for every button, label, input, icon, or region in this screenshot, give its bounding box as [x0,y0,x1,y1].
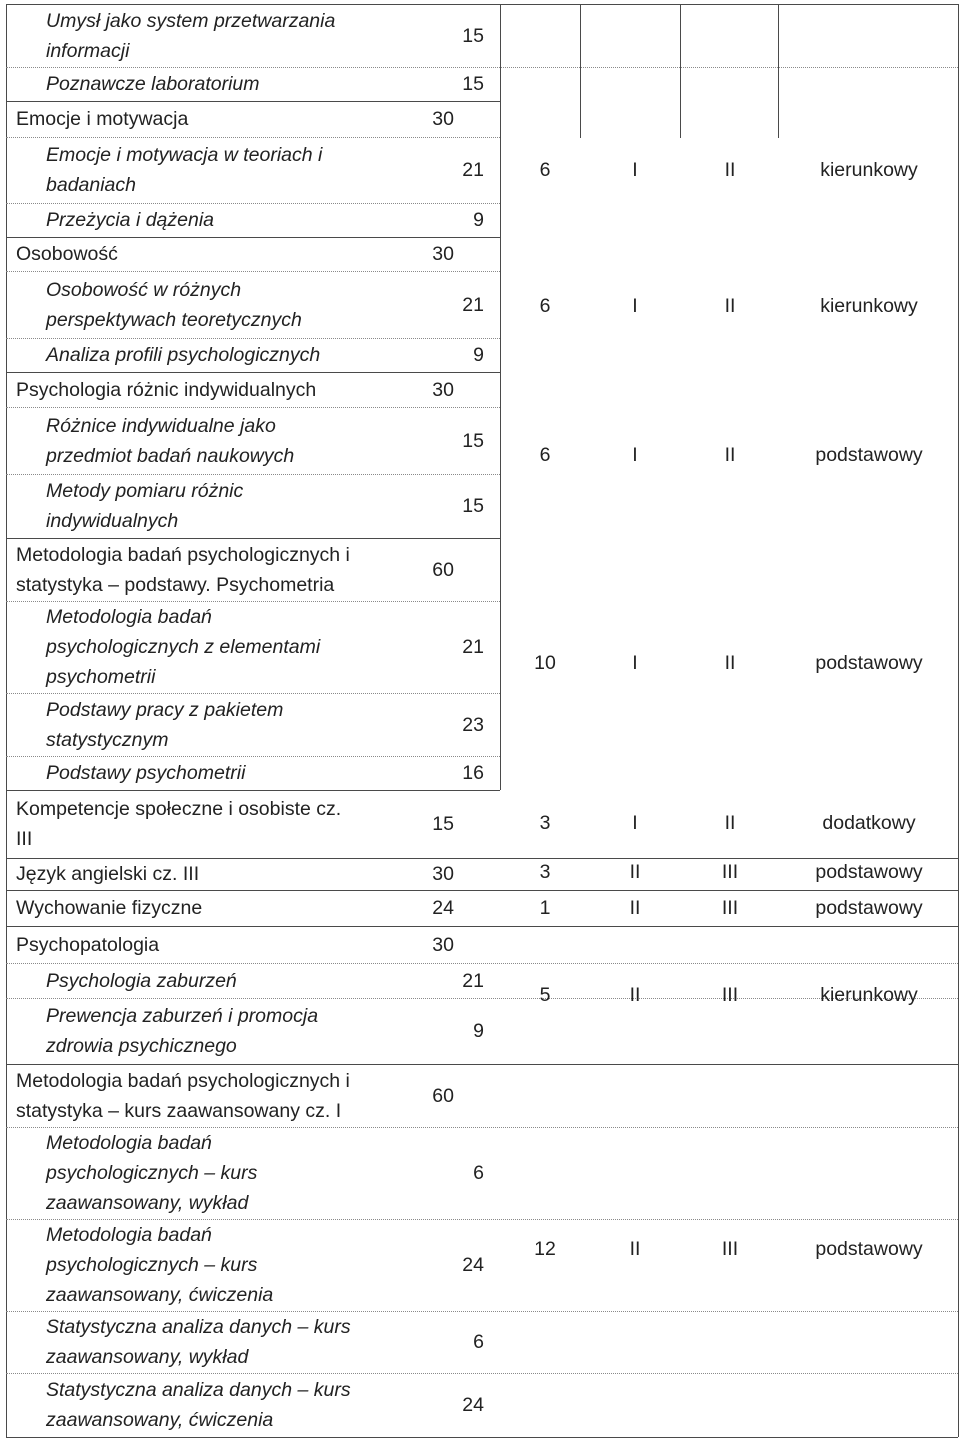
semester-value: II [724,444,736,466]
course-name: Statystyczna analiza danych – kurs [46,1379,351,1401]
hours-value: 30 [432,379,454,401]
course-name: Metodologia badań psychologicznych i [16,1070,350,1092]
course-type: podstawowy [815,444,923,466]
course-type: podstawowy [815,897,923,919]
row-divider [6,474,500,475]
course-name: III [16,828,33,850]
year-value: I [632,812,638,834]
row-divider [6,137,500,138]
course-type: kierunkowy [820,295,918,317]
course-name: psychologicznych – kurs [46,1254,258,1276]
course-name: Przeżycia i dążenia [46,209,214,231]
course-name: Osobowość [16,243,118,265]
course-name: Osobowość w różnych [46,279,242,301]
semester-value: III [721,861,739,883]
row-divider [6,790,500,791]
year-value: I [632,444,638,466]
ects-value: 3 [539,861,551,883]
semester-value: II [724,295,736,317]
course-name: Kompetencje społeczne i osobiste cz. [16,798,342,820]
course-name: badaniach [46,174,136,196]
course-type: dodatkowy [822,812,916,834]
hours-value: 9 [473,344,484,366]
course-name: zaawansowany, wykład [46,1346,249,1368]
hours-value: 60 [432,559,454,581]
hours-value: 60 [432,1085,454,1107]
hours-value: 21 [462,159,484,181]
hours-value: 24 [432,897,454,919]
year-value: I [632,652,638,674]
row-divider [6,756,500,757]
course-name: statystycznym [46,729,169,751]
course-type: podstawowy [815,652,923,674]
hours-value: 15 [432,813,454,835]
course-name: Język angielski cz. III [16,863,200,885]
column-divider [680,4,681,138]
ects-value: 6 [539,444,551,466]
course-name: Różnice indywidualne jako [46,415,276,437]
hours-value: 30 [432,243,454,265]
row-divider [6,4,958,5]
ects-value: 12 [534,1238,556,1260]
row-divider [6,890,958,891]
row-divider [6,407,500,408]
course-type: kierunkowy [820,159,918,181]
ects-value: 5 [539,984,551,1006]
course-name: Umysł jako system przetwarzania [46,10,336,32]
row-divider [6,67,958,68]
course-type: podstawowy [815,1238,923,1260]
semester-value: II [724,159,736,181]
course-name: zaawansowany, wykład [46,1192,249,1214]
course-name: perspektywach teoretycznych [46,309,302,331]
year-value: II [629,897,641,919]
hours-value: 9 [473,1020,484,1042]
course-name: przedmiot badań naukowych [46,445,295,467]
left-border [6,4,7,1437]
course-name: Prewencja zaburzeń i promocja [46,1005,319,1027]
course-name: Emocje i motywacja w teoriach i [46,144,323,166]
row-divider [6,693,500,694]
hours-value: 16 [462,762,484,784]
hours-value: 15 [462,73,484,95]
row-divider [6,1064,958,1065]
year-value: I [632,295,638,317]
row-divider [6,963,958,964]
year-value: II [629,861,641,883]
course-name: Metodologia badań [46,1132,212,1154]
course-name: psychologicznych z elementami [46,636,321,658]
course-name: statystyka – kurs zaawansowany cz. I [16,1100,342,1122]
row-divider [6,338,500,339]
column-divider [500,4,501,790]
year-value: II [629,1238,641,1260]
year-value: II [629,984,641,1006]
hours-value: 24 [462,1254,484,1276]
right-border [958,4,959,1437]
row-divider [6,1437,958,1438]
course-name: psychologicznych – kurs [46,1162,258,1184]
row-divider [6,203,500,204]
course-name: indywidualnych [46,510,179,532]
row-divider [6,538,500,539]
course-name: Metodologia badań [46,606,212,628]
row-divider [6,101,500,102]
course-name: Psychologia różnic indywidualnych [16,379,317,401]
year-value: I [632,159,638,181]
semester-value: III [721,984,739,1006]
ects-value: 3 [539,812,551,834]
hours-value: 24 [462,1394,484,1416]
semester-value: II [724,812,736,834]
course-name: zaawansowany, ćwiczenia [46,1284,274,1306]
row-divider [6,237,500,238]
column-divider [580,4,581,138]
course-name: Emocje i motywacja [16,108,189,130]
hours-value: 15 [462,430,484,452]
course-name: psychometrii [46,666,156,688]
course-type: kierunkowy [820,984,918,1006]
hours-value: 9 [473,209,484,231]
row-divider [6,1373,958,1374]
course-name: informacji [46,40,130,62]
course-name: zaawansowany, ćwiczenia [46,1409,274,1431]
column-divider [778,4,779,138]
semester-value: III [721,1238,739,1260]
course-name: Wychowanie fizyczne [16,897,203,919]
hours-value: 6 [473,1162,484,1184]
hours-value: 21 [462,636,484,658]
hours-value: 30 [432,108,454,130]
ects-value: 1 [539,897,551,919]
course-name: Podstawy pracy z pakietem [46,699,284,721]
course-name: zdrowia psychicznego [46,1035,237,1057]
row-divider [6,926,958,927]
course-type: podstawowy [815,861,923,883]
course-name: Poznawcze laboratorium [46,73,260,95]
semester-value: III [721,897,739,919]
row-divider [6,271,500,272]
hours-value: 30 [432,863,454,885]
ects-value: 6 [539,295,551,317]
ects-value: 10 [534,652,556,674]
semester-value: II [724,652,736,674]
course-name: Podstawy psychometrii [46,762,246,784]
row-divider [6,372,500,373]
hours-value: 23 [462,714,484,736]
hours-value: 21 [462,294,484,316]
ects-value: 6 [539,159,551,181]
hours-value: 21 [462,970,484,992]
hours-value: 6 [473,1331,484,1353]
course-name: Psychologia zaburzeń [46,970,237,992]
course-name: Statystyczna analiza danych – kurs [46,1316,351,1338]
course-name: Analiza profili psychologicznych [46,344,321,366]
course-name: Metodologia badań [46,1224,212,1246]
course-name: Metodologia badań psychologicznych i [16,544,350,566]
course-name: statystyka – podstawy. Psychometria [16,574,335,596]
hours-value: 15 [462,25,484,47]
course-name: Psychopatologia [16,934,160,956]
course-name: Metody pomiaru różnic [46,480,244,502]
hours-value: 15 [462,495,484,517]
hours-value: 30 [432,934,454,956]
